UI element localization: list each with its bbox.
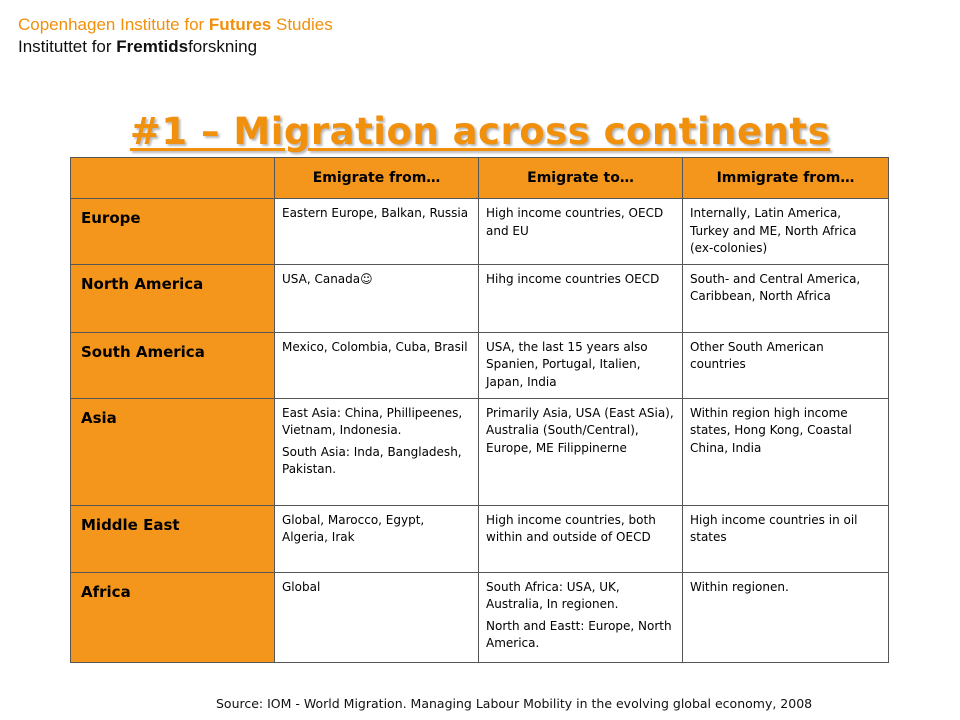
cell-paragraph: High income countries in oil states	[690, 512, 858, 544]
table-row	[71, 199, 889, 265]
cell-to	[479, 199, 683, 265]
cell-paragraph: Global	[282, 579, 321, 594]
cell-from	[275, 199, 479, 265]
table-row	[71, 398, 889, 505]
cell-paragraph: Internally, Latin America, Turkey and ME, North Africa (ex-colonies)	[690, 206, 857, 255]
cell-paragraph: East Asia: China, Phillipeenes, Vietnam, Indonesia.	[282, 405, 463, 437]
region-label: Africa	[71, 572, 275, 662]
column-header-emigrate-to: Emigrate to…	[479, 158, 683, 199]
cell-paragraph: Mexico, Colombia, Cuba, Brasil	[282, 339, 468, 354]
region-label: Asia	[71, 398, 275, 505]
region-label: South America	[71, 332, 275, 398]
table-header-row	[71, 158, 889, 199]
cell-paragraph: North and Eastt: Europe, North America.	[486, 618, 672, 650]
cell-paragraph: Eastern Europe, Balkan, Russia	[282, 206, 469, 220]
table-row	[71, 264, 889, 332]
cell-immigrate	[683, 332, 889, 398]
cell-paragraph: Global, Marocco, Egypt, Algeria, Irak	[282, 512, 425, 544]
cell-from	[275, 332, 479, 398]
institute-name-en: Copenhagen Institute for Futures Studies	[18, 15, 333, 34]
cell-paragraph: Within region high income states, Hong Kong, Coastal China, India	[690, 405, 852, 455]
cell-immigrate	[683, 398, 889, 505]
source-note: Source: IOM - World Migration. Managing Labour Mobility in the evolving global economy, 2008	[216, 696, 813, 711]
cell-immigrate	[683, 264, 889, 332]
region-label: Middle East	[71, 505, 275, 572]
region-label: Europe	[71, 199, 275, 265]
cell-to	[479, 572, 683, 662]
cell-from	[275, 264, 479, 332]
slide-title: #1 – Migration across continents	[129, 110, 831, 153]
cell-paragraph: South- and Central America, Caribbean, North Africa	[690, 271, 861, 303]
cell-from	[275, 505, 479, 572]
cell-paragraph: Other South American countries	[690, 339, 824, 371]
column-header-region	[71, 158, 275, 199]
table-row	[71, 332, 889, 398]
cell-paragraph: Primarily Asia, USA (East ASia), Australia (South/Central), Europe, ME Filippinerne	[486, 405, 674, 455]
cell-from	[275, 572, 479, 662]
cell-paragraph: Hihg income countries OECD	[486, 271, 660, 286]
cell-to	[479, 398, 683, 505]
cell-immigrate	[683, 505, 889, 572]
cell-from	[275, 398, 479, 505]
column-header-emigrate-from: Emigrate from…	[275, 158, 479, 199]
cell-paragraph: High income countries, both within and outside of OECD	[486, 512, 656, 544]
column-header-immigrate-from: Immigrate from…	[683, 158, 889, 199]
cell-paragraph: Within regionen.	[690, 579, 789, 594]
cell-to	[479, 332, 683, 398]
migration-table	[70, 157, 889, 663]
cell-to	[479, 505, 683, 572]
cell-paragraph: USA, the last 15 years also Spanien, Portugal, Italien, Japan, India	[486, 339, 648, 389]
cell-paragraph: USA, Canada☺	[282, 271, 373, 286]
institute-name-da: Instituttet for Fremtidsforskning	[18, 37, 258, 56]
institute-header	[18, 14, 333, 58]
cell-paragraph: South Asia: Inda, Bangladesh, Pakistan.	[282, 444, 462, 476]
cell-paragraph: High income countries, OECD and EU	[486, 206, 664, 238]
cell-immigrate	[683, 199, 889, 265]
table-row	[71, 572, 889, 662]
cell-paragraph: South Africa: USA, UK, Australia, In regionen.	[486, 579, 620, 611]
region-label: North America	[71, 264, 275, 332]
cell-immigrate	[683, 572, 889, 662]
cell-to	[479, 264, 683, 332]
table-row	[71, 505, 889, 572]
